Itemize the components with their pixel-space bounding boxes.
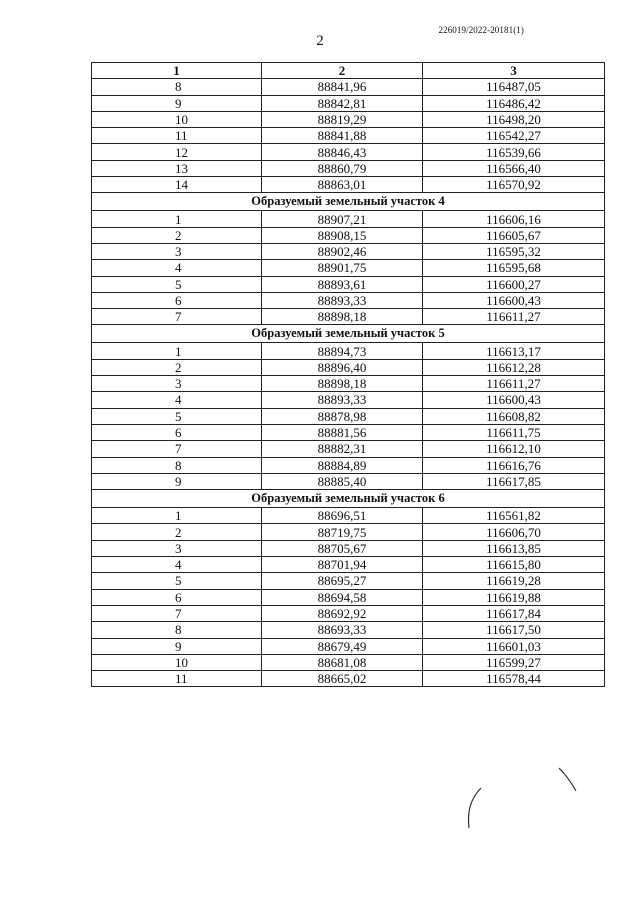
table-row xyxy=(92,589,605,605)
y-coordinate-cell: 116611,75 xyxy=(423,424,605,440)
y-coordinate-cell: 116616,76 xyxy=(423,457,605,473)
x-coordinate-cell: 88846,43 xyxy=(262,144,423,160)
table-row xyxy=(92,260,605,276)
table-row xyxy=(92,654,605,670)
point-number-cell: 8 xyxy=(92,622,262,638)
point-number-cell: 9 xyxy=(92,638,262,654)
y-coordinate-cell: 116619,28 xyxy=(423,573,605,589)
point-number-cell: 7 xyxy=(92,441,262,457)
table-row xyxy=(92,211,605,227)
x-coordinate-cell: 88819,29 xyxy=(262,111,423,127)
section-row xyxy=(92,490,605,508)
table-row xyxy=(92,457,605,473)
point-number-cell: 9 xyxy=(92,95,262,111)
table-row xyxy=(92,573,605,589)
section-title: Образуемый земельный участок 6 xyxy=(92,490,605,508)
point-number-cell: 8 xyxy=(92,457,262,473)
point-number-cell: 2 xyxy=(92,227,262,243)
y-coordinate-cell: 116611,27 xyxy=(423,376,605,392)
point-number-cell: 5 xyxy=(92,573,262,589)
y-coordinate-cell: 116611,27 xyxy=(423,309,605,325)
x-coordinate-cell: 88841,88 xyxy=(262,128,423,144)
coordinates-table xyxy=(91,62,605,687)
y-coordinate-cell: 116608,82 xyxy=(423,408,605,424)
x-coordinate-cell: 88882,31 xyxy=(262,441,423,457)
section-row xyxy=(92,193,605,211)
point-number-cell: 4 xyxy=(92,557,262,573)
point-number-cell: 13 xyxy=(92,160,262,176)
y-coordinate-cell: 116619,88 xyxy=(423,589,605,605)
x-coordinate-cell: 88884,89 xyxy=(262,457,423,473)
point-number-cell: 11 xyxy=(92,671,262,687)
x-coordinate-cell: 88898,18 xyxy=(262,309,423,325)
x-coordinate-cell: 88681,08 xyxy=(262,654,423,670)
x-coordinate-cell: 88705,67 xyxy=(262,540,423,556)
y-coordinate-cell: 116561,82 xyxy=(423,508,605,524)
x-coordinate-cell: 88908,15 xyxy=(262,227,423,243)
x-coordinate-cell: 88693,33 xyxy=(262,622,423,638)
point-number-cell: 3 xyxy=(92,540,262,556)
y-coordinate-cell: 116600,43 xyxy=(423,392,605,408)
table-header-row xyxy=(92,63,605,79)
point-number-cell: 8 xyxy=(92,79,262,95)
point-number-cell: 14 xyxy=(92,177,262,193)
y-coordinate-cell: 116613,85 xyxy=(423,540,605,556)
y-coordinate-cell: 116542,27 xyxy=(423,128,605,144)
column-header: 1 xyxy=(92,63,262,79)
point-number-cell: 10 xyxy=(92,111,262,127)
x-coordinate-cell: 88694,58 xyxy=(262,589,423,605)
y-coordinate-cell: 116595,32 xyxy=(423,243,605,259)
table-row xyxy=(92,276,605,292)
table-row xyxy=(92,160,605,176)
table-row xyxy=(92,227,605,243)
point-number-cell: 3 xyxy=(92,243,262,259)
y-coordinate-cell: 116601,03 xyxy=(423,638,605,654)
handwritten-signature-mark xyxy=(455,760,585,840)
table-row xyxy=(92,128,605,144)
point-number-cell: 1 xyxy=(92,211,262,227)
y-coordinate-cell: 116612,28 xyxy=(423,359,605,375)
table-row xyxy=(92,376,605,392)
x-coordinate-cell: 88894,73 xyxy=(262,343,423,359)
table-row xyxy=(92,424,605,440)
section-title: Образуемый земельный участок 4 xyxy=(92,193,605,211)
x-coordinate-cell: 88841,96 xyxy=(262,79,423,95)
table-row xyxy=(92,540,605,556)
section-title: Образуемый земельный участок 5 xyxy=(92,325,605,343)
y-coordinate-cell: 116595,68 xyxy=(423,260,605,276)
y-coordinate-cell: 116605,67 xyxy=(423,227,605,243)
point-number-cell: 5 xyxy=(92,408,262,424)
x-coordinate-cell: 88885,40 xyxy=(262,473,423,489)
y-coordinate-cell: 116606,70 xyxy=(423,524,605,540)
table-row xyxy=(92,243,605,259)
point-number-cell: 4 xyxy=(92,260,262,276)
y-coordinate-cell: 116578,44 xyxy=(423,671,605,687)
y-coordinate-cell: 116600,27 xyxy=(423,276,605,292)
table-row xyxy=(92,79,605,95)
point-number-cell: 11 xyxy=(92,128,262,144)
section-row xyxy=(92,325,605,343)
x-coordinate-cell: 88901,75 xyxy=(262,260,423,276)
column-header: 2 xyxy=(262,63,423,79)
x-coordinate-cell: 88863,01 xyxy=(262,177,423,193)
table-row xyxy=(92,622,605,638)
y-coordinate-cell: 116615,80 xyxy=(423,557,605,573)
x-coordinate-cell: 88896,40 xyxy=(262,359,423,375)
y-coordinate-cell: 116486,42 xyxy=(423,95,605,111)
x-coordinate-cell: 88902,46 xyxy=(262,243,423,259)
table-row xyxy=(92,359,605,375)
y-coordinate-cell: 116606,16 xyxy=(423,211,605,227)
point-number-cell: 6 xyxy=(92,424,262,440)
x-coordinate-cell: 88842,81 xyxy=(262,95,423,111)
table-row xyxy=(92,144,605,160)
signature-stroke xyxy=(469,788,482,828)
x-coordinate-cell: 88679,49 xyxy=(262,638,423,654)
column-header: 3 xyxy=(423,63,605,79)
table-row xyxy=(92,309,605,325)
y-coordinate-cell: 116498,20 xyxy=(423,111,605,127)
x-coordinate-cell: 88719,75 xyxy=(262,524,423,540)
x-coordinate-cell: 88701,94 xyxy=(262,557,423,573)
x-coordinate-cell: 88860,79 xyxy=(262,160,423,176)
table-row xyxy=(92,671,605,687)
x-coordinate-cell: 88695,27 xyxy=(262,573,423,589)
x-coordinate-cell: 88878,98 xyxy=(262,408,423,424)
signature-stroke xyxy=(559,768,576,791)
table-row xyxy=(92,473,605,489)
table-body xyxy=(92,79,605,687)
point-number-cell: 2 xyxy=(92,524,262,540)
point-number-cell: 6 xyxy=(92,589,262,605)
x-coordinate-cell: 88893,33 xyxy=(262,392,423,408)
table-row xyxy=(92,177,605,193)
table-row xyxy=(92,292,605,308)
point-number-cell: 7 xyxy=(92,309,262,325)
table-row xyxy=(92,441,605,457)
y-coordinate-cell: 116613,17 xyxy=(423,343,605,359)
point-number-cell: 4 xyxy=(92,392,262,408)
table-row xyxy=(92,638,605,654)
point-number-cell: 9 xyxy=(92,473,262,489)
x-coordinate-cell: 88893,61 xyxy=(262,276,423,292)
document-id: 226019/2022-20181(1) xyxy=(438,25,524,35)
table-row xyxy=(92,111,605,127)
point-number-cell: 6 xyxy=(92,292,262,308)
y-coordinate-cell: 116617,85 xyxy=(423,473,605,489)
x-coordinate-cell: 88907,21 xyxy=(262,211,423,227)
y-coordinate-cell: 116617,84 xyxy=(423,605,605,621)
y-coordinate-cell: 116612,10 xyxy=(423,441,605,457)
point-number-cell: 5 xyxy=(92,276,262,292)
y-coordinate-cell: 116487,05 xyxy=(423,79,605,95)
table-row xyxy=(92,343,605,359)
x-coordinate-cell: 88893,33 xyxy=(262,292,423,308)
y-coordinate-cell: 116570,92 xyxy=(423,177,605,193)
point-number-cell: 1 xyxy=(92,508,262,524)
table-row xyxy=(92,524,605,540)
table-row xyxy=(92,95,605,111)
page-number: 2 xyxy=(316,33,324,49)
point-number-cell: 12 xyxy=(92,144,262,160)
x-coordinate-cell: 88881,56 xyxy=(262,424,423,440)
x-coordinate-cell: 88665,02 xyxy=(262,671,423,687)
x-coordinate-cell: 88898,18 xyxy=(262,376,423,392)
table-row xyxy=(92,508,605,524)
table-row xyxy=(92,557,605,573)
table-row xyxy=(92,408,605,424)
y-coordinate-cell: 116600,43 xyxy=(423,292,605,308)
y-coordinate-cell: 116539,66 xyxy=(423,144,605,160)
point-number-cell: 3 xyxy=(92,376,262,392)
point-number-cell: 7 xyxy=(92,605,262,621)
x-coordinate-cell: 88696,51 xyxy=(262,508,423,524)
y-coordinate-cell: 116566,40 xyxy=(423,160,605,176)
table-row xyxy=(92,392,605,408)
y-coordinate-cell: 116599,27 xyxy=(423,654,605,670)
y-coordinate-cell: 116617,50 xyxy=(423,622,605,638)
point-number-cell: 2 xyxy=(92,359,262,375)
x-coordinate-cell: 88692,92 xyxy=(262,605,423,621)
point-number-cell: 1 xyxy=(92,343,262,359)
point-number-cell: 10 xyxy=(92,654,262,670)
table-row xyxy=(92,605,605,621)
